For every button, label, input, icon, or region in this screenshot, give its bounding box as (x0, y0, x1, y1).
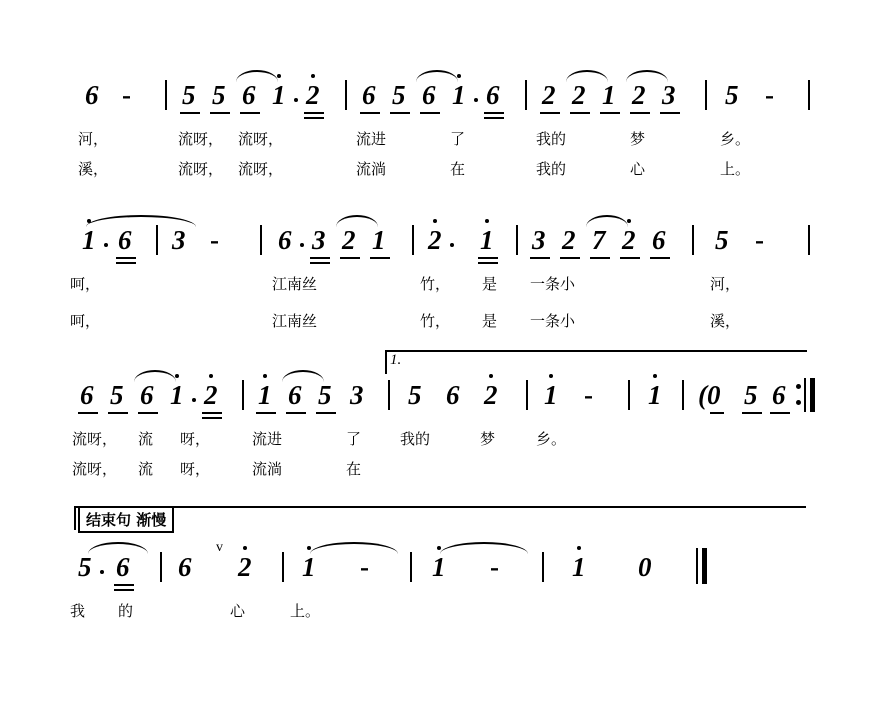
breath-mark: v (216, 540, 223, 555)
note (622, 227, 636, 254)
beam (310, 257, 330, 259)
beam (360, 112, 380, 114)
dash: - (490, 552, 499, 582)
lyric-line-2-syllable: 流 (138, 460, 154, 478)
note (638, 554, 652, 581)
note-number: 1 (258, 380, 272, 410)
note-number: 3 (532, 225, 546, 255)
note-dash (584, 382, 593, 409)
beam (116, 257, 136, 259)
note (306, 82, 320, 109)
barline (804, 378, 806, 412)
note-number: 6 (278, 225, 292, 255)
beam (180, 112, 200, 114)
lyric-line-2-syllable: 一条小 (530, 312, 576, 330)
note (170, 382, 184, 409)
note (542, 82, 556, 109)
section-bracket (74, 506, 806, 530)
barline (526, 380, 528, 410)
note (562, 227, 576, 254)
beam (420, 112, 440, 114)
beam (660, 112, 680, 114)
note-number: 1 (602, 80, 616, 110)
lyric-line-1-syllable: 竹， (420, 275, 451, 293)
note (486, 82, 500, 109)
octave-dot-up (437, 546, 441, 550)
lyric-line-2-syllable: 上。 (720, 160, 751, 178)
beam (316, 412, 336, 414)
note-number: 0 (638, 552, 652, 582)
note-number: 5 (408, 380, 422, 410)
barline (628, 380, 630, 410)
note (110, 382, 124, 409)
note-number: 6 (140, 380, 154, 410)
note-number: 1 (480, 225, 494, 255)
note (446, 382, 460, 409)
note-number: 6 (652, 225, 666, 255)
note (342, 227, 356, 254)
music-system-1 (60, 70, 820, 190)
volta-bracket (385, 350, 807, 374)
beam (484, 117, 504, 119)
lyric-line-2-syllable: 流淌 (356, 160, 387, 178)
note (318, 382, 332, 409)
note-number: 6 (116, 552, 130, 582)
music-system-4 (60, 500, 820, 630)
beam (304, 117, 324, 119)
note-number: 1 (170, 380, 184, 410)
final-barline (810, 378, 815, 412)
note (350, 382, 364, 409)
note (632, 82, 646, 109)
lyric-line-2-syllable: 呵， (70, 312, 101, 330)
barline (516, 225, 518, 255)
beam (484, 112, 504, 114)
note (432, 554, 446, 581)
dash: - (210, 225, 219, 255)
octave-dot-up (549, 374, 553, 378)
note-number: 6 (242, 80, 256, 110)
beam (304, 112, 324, 114)
note (480, 227, 494, 254)
lyric-line-2-syllable: 在 (346, 460, 362, 478)
volta-label: 1. (390, 352, 402, 368)
note-number: (0 (698, 380, 721, 410)
note-number: 6 (85, 80, 99, 110)
lyric-line-1-syllable: 我的 (536, 130, 567, 148)
note-number: 2 (238, 552, 252, 582)
beam (530, 257, 550, 259)
beam (650, 257, 670, 259)
beam (478, 257, 498, 259)
lyric-line-1-syllable: 江南丝 (272, 275, 318, 293)
beam (210, 112, 230, 114)
barline (808, 80, 810, 110)
barline (388, 380, 390, 410)
beam (202, 412, 222, 414)
dash: - (122, 80, 131, 110)
note (78, 554, 92, 581)
note (82, 227, 96, 254)
note (258, 382, 272, 409)
lyric-line-2-syllable: 是 (482, 312, 498, 330)
barline (696, 548, 698, 584)
note (428, 227, 442, 254)
octave-dot-up (433, 219, 437, 223)
lyric-line-1-syllable: 流呀， (178, 130, 224, 148)
note (662, 82, 676, 109)
note (116, 554, 130, 581)
barline (542, 552, 544, 582)
octave-dot-up (457, 74, 461, 78)
note-number: 7 (592, 225, 606, 255)
note-number: 6 (288, 380, 302, 410)
note-number: 6 (446, 380, 460, 410)
barline (242, 380, 244, 410)
note (204, 382, 218, 409)
lyric-line-2-syllable: 流淌 (252, 460, 283, 478)
note (544, 382, 558, 409)
lyric-line-1-syllable: 流进 (252, 430, 283, 448)
note-number: 1 (572, 552, 586, 582)
lyric-line-1-syllable: 流呀， (238, 130, 284, 148)
note-number: 1 (82, 225, 96, 255)
music-system-2 (60, 215, 820, 335)
octave-dot-up (311, 74, 315, 78)
note-number: 1 (372, 225, 386, 255)
beam (310, 262, 330, 264)
barline (345, 80, 347, 110)
octave-dot-up (307, 546, 311, 550)
lyric-line-2-syllable: 心 (630, 160, 646, 178)
note-dash (490, 554, 499, 581)
note (652, 227, 666, 254)
barline (808, 225, 810, 255)
lyric-line-1-syllable: 梦 (630, 130, 646, 148)
note-number: 5 (78, 552, 92, 582)
note-number: 2 (562, 225, 576, 255)
beam (600, 112, 620, 114)
lyric-line-2-syllable: 流呀， (72, 460, 118, 478)
augmentation-dot (104, 243, 108, 247)
octave-dot-up (627, 219, 631, 223)
note-number: 2 (342, 225, 356, 255)
barline (692, 225, 694, 255)
note-dash (765, 82, 774, 109)
octave-dot-up (577, 546, 581, 550)
dash: - (755, 225, 764, 255)
lyric-line-1-syllable: 流 (138, 430, 154, 448)
beam (742, 412, 762, 414)
augmentation-dot (192, 398, 196, 402)
lyric-line-2-syllable: 在 (450, 160, 466, 178)
octave-dot-up (277, 74, 281, 78)
note-number: 5 (744, 380, 758, 410)
barline (412, 225, 414, 255)
repeat-dot (796, 400, 801, 405)
note (772, 382, 786, 409)
lyric-line-1-syllable: 河， (710, 275, 741, 293)
dash: - (584, 380, 593, 410)
beam (286, 412, 306, 414)
note-number: 2 (484, 380, 498, 410)
lyric-line-1-syllable: 是 (482, 275, 498, 293)
lyric-line-2-syllable: 溪， (78, 160, 109, 178)
note (725, 82, 739, 109)
beam (560, 257, 580, 259)
note (572, 554, 586, 581)
beam (256, 412, 276, 414)
note-dash (360, 554, 369, 581)
note-dash (210, 227, 219, 254)
note (312, 227, 326, 254)
lyric-line-1-syllable: 心 (230, 602, 246, 620)
note (408, 382, 422, 409)
lyric-line-2-syllable: 我的 (536, 160, 567, 178)
note (602, 82, 616, 109)
note (592, 227, 606, 254)
note-number: 6 (178, 552, 192, 582)
augmentation-dot (450, 243, 454, 247)
note (302, 554, 316, 581)
note (178, 554, 192, 581)
note-number: 6 (118, 225, 132, 255)
note-number: 5 (392, 80, 406, 110)
beam (114, 584, 134, 586)
note-number: 6 (362, 80, 376, 110)
note (372, 227, 386, 254)
beam (138, 412, 158, 414)
dash: - (765, 80, 774, 110)
note-number: 6 (422, 80, 436, 110)
lyric-line-1-syllable: 河， (78, 130, 109, 148)
final-barline (702, 548, 707, 584)
note (362, 82, 376, 109)
beam (620, 257, 640, 259)
note (272, 82, 286, 109)
note (715, 227, 729, 254)
barline (682, 380, 684, 410)
lyric-line-1-syllable: 梦 (480, 430, 496, 448)
note (140, 382, 154, 409)
note-number: 6 (486, 80, 500, 110)
barline (525, 80, 527, 110)
note-number: 6 (80, 380, 94, 410)
lyric-line-1-syllable: 了 (450, 130, 466, 148)
beam (340, 257, 360, 259)
note-number: 6 (772, 380, 786, 410)
dash: - (360, 552, 369, 582)
note (238, 554, 252, 581)
note (484, 382, 498, 409)
note (452, 82, 466, 109)
beam (78, 412, 98, 414)
lyric-line-1-syllable: 流呀， (72, 430, 118, 448)
barline (160, 552, 162, 582)
note-dash (755, 227, 764, 254)
barline (282, 552, 284, 582)
augmentation-dot (100, 570, 104, 574)
lyric-line-1-syllable: 了 (346, 430, 362, 448)
lyric-line-2-syllable: 流呀， (238, 160, 284, 178)
beam (770, 412, 790, 414)
repeat-dot (796, 384, 801, 389)
lyric-line-1-syllable: 乡。 (536, 430, 567, 448)
lyric-line-1-syllable: 我 (70, 602, 86, 620)
note-number: 1 (302, 552, 316, 582)
beam (630, 112, 650, 114)
note-number: 2 (542, 80, 556, 110)
note-number: 3 (350, 380, 364, 410)
note-number: 1 (272, 80, 286, 110)
lyric-line-1-syllable: 呀， (180, 430, 211, 448)
tempo-marking-box: 结束句 渐慢 (78, 506, 174, 533)
note (212, 82, 226, 109)
octave-dot-up (87, 219, 91, 223)
barline (410, 552, 412, 582)
lyric-line-1-syllable: 一条小 (530, 275, 576, 293)
beam (590, 257, 610, 259)
note-number: 5 (212, 80, 226, 110)
note (80, 382, 94, 409)
beam (710, 412, 724, 414)
beam (116, 262, 136, 264)
note (422, 82, 436, 109)
augmentation-dot (300, 243, 304, 247)
beam (114, 589, 134, 591)
note-number: 2 (572, 80, 586, 110)
note (392, 82, 406, 109)
note-number: 5 (182, 80, 196, 110)
barline (705, 80, 707, 110)
octave-dot-up (653, 374, 657, 378)
lyric-line-1-syllable: 的 (118, 602, 134, 620)
lyric-line-2-syllable: 流呀， (178, 160, 224, 178)
note-number: 5 (725, 80, 739, 110)
note (172, 227, 186, 254)
note (85, 82, 99, 109)
note-dash (122, 82, 131, 109)
augmentation-dot (474, 98, 478, 102)
barline (165, 80, 167, 110)
lyric-line-2-syllable: 江南丝 (272, 312, 318, 330)
octave-dot-up (489, 374, 493, 378)
octave-dot-up (485, 219, 489, 223)
lyric-line-1-syllable: 我的 (400, 430, 431, 448)
note-parenthesis-rest (698, 382, 721, 409)
note (118, 227, 132, 254)
note (532, 227, 546, 254)
note-number: 2 (428, 225, 442, 255)
octave-dot-up (175, 374, 179, 378)
note-number: 1 (432, 552, 446, 582)
note (278, 227, 292, 254)
beam (240, 112, 260, 114)
octave-dot-up (243, 546, 247, 550)
note (182, 82, 196, 109)
barline (260, 225, 262, 255)
note-number: 3 (312, 225, 326, 255)
lyric-line-1-syllable: 呵， (70, 275, 101, 293)
augmentation-dot (294, 98, 298, 102)
note-number: 5 (318, 380, 332, 410)
lyric-line-2-syllable: 溪， (710, 312, 741, 330)
note-number: 2 (622, 225, 636, 255)
note-number: 1 (544, 380, 558, 410)
beam (390, 112, 410, 114)
lyric-line-2-syllable: 竹， (420, 312, 451, 330)
beam (570, 112, 590, 114)
note-number: 5 (715, 225, 729, 255)
lyric-line-1-syllable: 流进 (356, 130, 387, 148)
note-number: 1 (648, 380, 662, 410)
note (572, 82, 586, 109)
note-number: 5 (110, 380, 124, 410)
note-number: 1 (452, 80, 466, 110)
beam (478, 262, 498, 264)
lyric-line-1-syllable: 乡。 (720, 130, 751, 148)
note (288, 382, 302, 409)
note-number: 2 (204, 380, 218, 410)
slur (440, 542, 528, 554)
beam (202, 417, 222, 419)
note-number: 3 (662, 80, 676, 110)
note-number: 2 (306, 80, 320, 110)
lyric-line-2-syllable: 呀， (180, 460, 211, 478)
note (648, 382, 662, 409)
octave-dot-up (263, 374, 267, 378)
beam (108, 412, 128, 414)
note-number: 3 (172, 225, 186, 255)
lyric-line-1-syllable: 上。 (290, 602, 321, 620)
beam (540, 112, 560, 114)
octave-dot-up (209, 374, 213, 378)
note (242, 82, 256, 109)
slur (310, 542, 398, 554)
music-system-3 (60, 350, 820, 490)
note (744, 382, 758, 409)
note-number: 2 (632, 80, 646, 110)
beam (370, 257, 390, 259)
barline (156, 225, 158, 255)
